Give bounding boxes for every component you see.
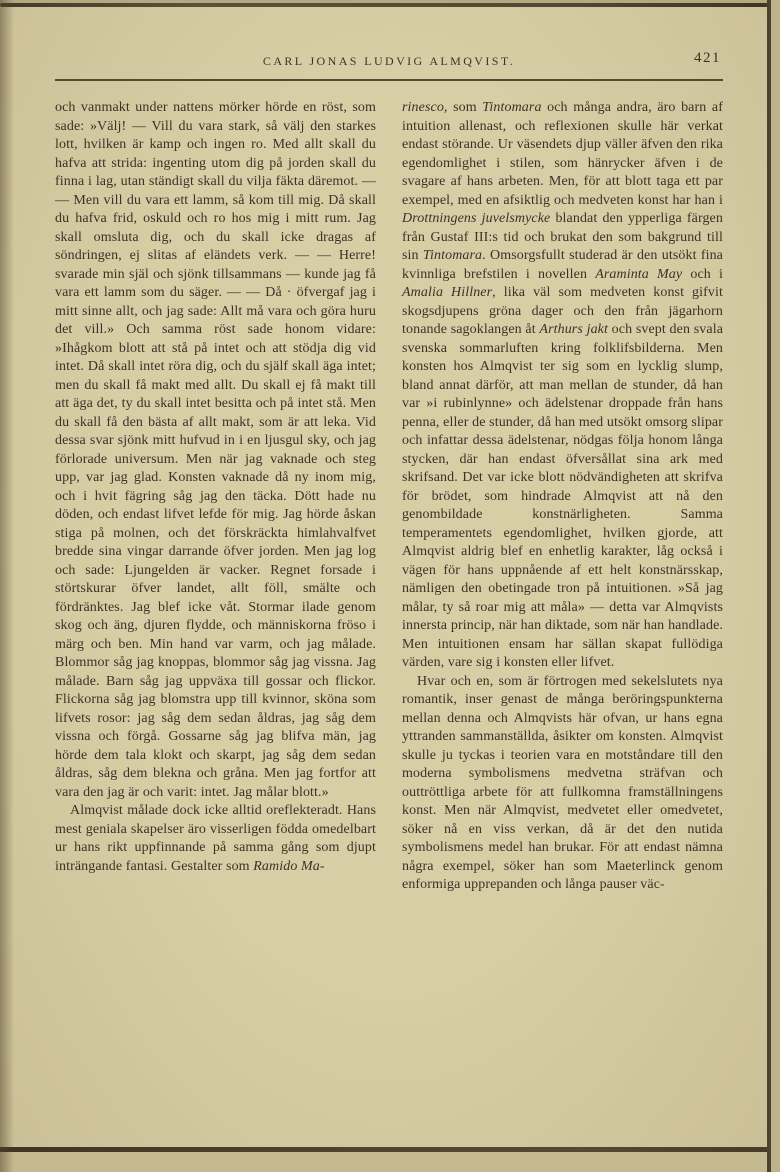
paragraph: rinesco, som Tintomara och många andra, äro barn af intuition allenast, och reflexionen skulle här verkat endast störande. Ur väsendets djup väller äfven den rika egendomlighet i stilen, som hänrycker äfven i de svagare af hans arbeten. Men, för att blott taga ett par exempel, med en afsiktlig och medveten konst har han i Drottningens juvelsmycke blandat den ypperliga färgen från Gustaf III:s tid och brukat den som bakgrund till sin Tintomara. Omsorgsfullt studerad är den utsökt fina kvinnliga brefstilen i novellen Araminta May och i Amalia Hillner, lika väl som medveten konst gifvit skogsdjupens gröna dager och den från jägarhorn tonande sagoklangen åt Arthurs jakt och svept den svala svenska sommarluften kring folklifsbilderna. Men konsten hos Almqvist ter sig som en lycklig slump, bland annat därför, att man mellan de stunder, då han var »i rubinlynne» och ädelstenar droppade från hans penna, eller de stunder, då han med utsökt omsorg slipar och infattar dessa ädelstenar, nödgas följa honom långa stycken, där han endast öfversållat sina ark med skrifsand. Det var icke blott nödvändigheten att skrifva för brödet, som hindrade Almqvist att nå den genombildade konstnärligheten. Samma temperamentets egendomlighet, hvilken gjorde, att Almqvist aldrig blef en enhetlig karakter, låg också i vägen för hans uppnående af ett helt konstnärsskap, nämligen den obetingade tron på intuitionen. »Så jag målar, ty så roar mig att måla» — detta var Almqvists innersta princip, när han diktade, som när han handlade. Men intuitionen ensam har sällan skapat fullödiga värden, vare sig i konsten eller lifvet. [402, 100, 724, 670]
text-columns [55, 99, 723, 895]
scan-edge-top-shade [0, 0, 780, 3]
running-title: CARL JONAS LUDVIG ALMQVIST. [262, 54, 516, 68]
paragraph: och vanmakt under nattens mörker hörde en röst, som sade: »Välj! — Vill du vara stark, så välj den starkes lott, hvilken är kamp och ingen ro. Med allt skall du hafva att strida: ingenting utom dig på jorden skall du finna i lag, utan ständigt skall du vilja fäkta däremot. — — Men vill du vara ett lamm, så kom till mig. Då skall du hafva frid, oskuld och ro hos mig i mitt rum. Jag skall omsluta dig, och du skall icke dragas af söndringen, ej slitas af eländets verk. — — Herre! svarade min själ och sjönk tillsammans — kunde jag få vara ett lamm som du säger. — — Då · öfvergaf jag i mitt sinne allt, och jag sade: Allt må vara och göra huru det vill.» Och samma röst sade honom vidare: »Ihågkom blott att stå på intet och att stödja dig vid intet. Då skall intet röra dig, och du själf skall äga intet; men du skall få makt med allt. Du skall ej få makt till att äga det, ty du skall intet besitta och på intet stå. Men du skall få den bästa af allt makt, som är att leka. Vid dessa svar sjönk mitt hufvud in i en ljusgul sky, och jag förlorade universum. Men när jag vaknade och steg upp, var jag glad. Konsten vaknade då ny inom mig, och i hvit fägring såg jag den täcka. Dött hade nu döden, och endast lifvet lefde för mig. Jag hörde åskan stiga på molnen, och det förskräckta himlahvalfvet bredde sina vingar darrande öfver jorden. Men jag log och sade: Ljungelden är vacker. Regnet forsade i störtskurar öfver landet, allt föll, smälte och fördränktes. Jag blef icke våt. Stormar ilade genom skog och äng, djuren flydde, och människorna fröso i märg och ben. Min hand var varm, och jag målade. Blommor såg jag knoppas, blommor såg jag vissna. Jag målade. Barn såg jag uppväxa till gossar och flickor. Flickorna såg jag blomstra upp till kvinnor, sköna som lifvets rosor: jag såg dem sedan åldras, jag såg dem vissna och förgå. Gossarne såg jag blifva män, jag hörde dem tala klokt och skarpt, jag såg dem sedan åldras, såg dem blekna och gråna. Men jag fortfor att vara den jag är och varit: intet. Jag målar blott.» [55, 100, 376, 800]
scan-edge-top [0, 3, 780, 7]
page-header [55, 48, 723, 76]
scan-edge-right [767, 0, 771, 1172]
column-left [55, 99, 376, 895]
scan-edge-left-shade [0, 0, 14, 1172]
column-right [402, 99, 723, 895]
page-number: 421 [694, 50, 721, 66]
paragraph: Almqvist målade dock icke alltid oreflekteradt. Hans mest geniala skapelser äro visserligen födda omedelbart ur hans rikt uppfinnande på samma gång som djupt inträngande fantasi. Gestalter som Ramido Ma- [55, 803, 376, 874]
page-content [55, 48, 723, 895]
scan-edge-bottom-shade [0, 1152, 780, 1172]
header-rule [55, 79, 723, 81]
scan-edge-right-shade [771, 0, 780, 1172]
paragraph: Hvar och en, som är förtrogen med sekelslutets nya romantik, inser genast de många beröringspunkterna mellan denna och Almqvists här ofvan, ur hans egna yttranden sammanställda, åsikter om konsten. Almqvist skulle ju tyckas i teorien vara en motståndare till den moderna symbolismens medvetna sträfvan och outtröttliga arbete för att fullkomna framställningens konst. Men när Almqvist, medvetet eller omedvetet, söker nå en viss verkan, då är det den nutida symbolismens medel han brukar. För att endast nämna några exempel, söker han som Maeterlinck genom enformiga upprepanden och långa pauser väc- [402, 673, 723, 892]
scan-edge-bottom [0, 1147, 780, 1152]
